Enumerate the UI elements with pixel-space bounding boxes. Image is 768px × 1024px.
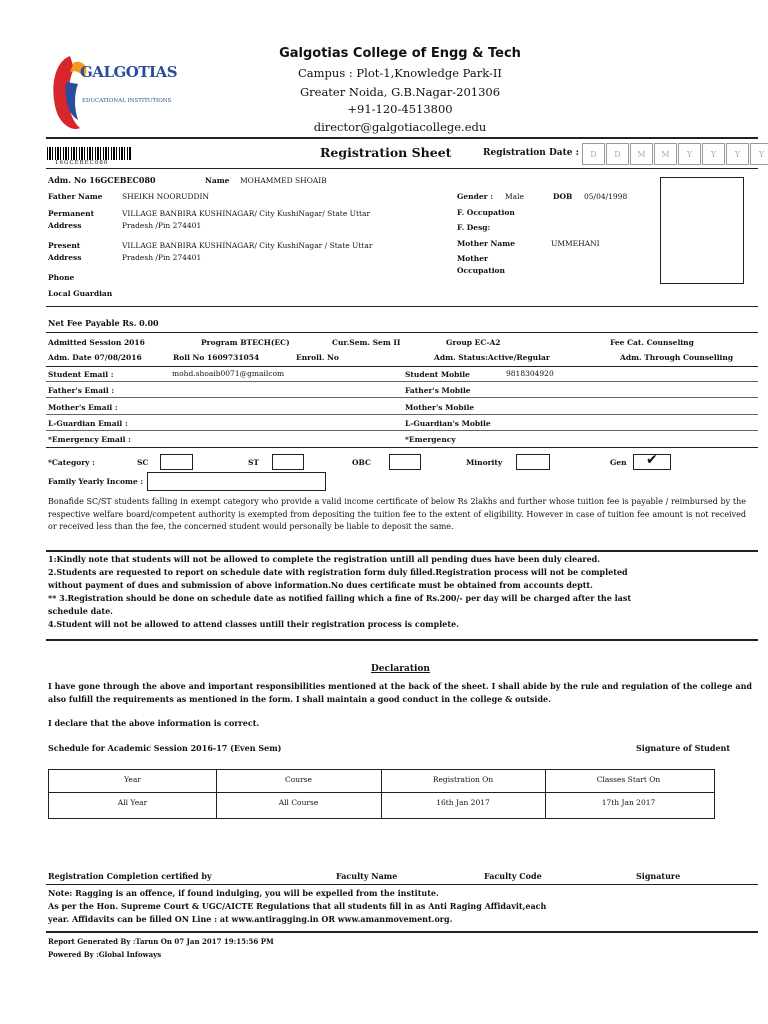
present-address-line1: VILLAGE BANBIRA KUSHINAGAR/ City KushiNagar / State Uttar: [122, 241, 373, 250]
guardian-mobile-label: L-Guardian's Mobile: [405, 419, 491, 428]
email-line: director@galgotiacollege.edu: [313, 120, 487, 134]
roll-no: Roll No 1609731054: [173, 353, 260, 362]
family-income-label: Family Yearly Income :: [48, 477, 144, 486]
emergency-label: *Emergency: [405, 435, 456, 444]
date-box: D: [582, 143, 605, 165]
signature-label: Signature: [636, 871, 681, 881]
permanent-address-line2: Pradesh /Pin 274401: [122, 221, 202, 230]
admitted-session: Admitted Session 2016: [48, 338, 145, 347]
mother-name: UMMEHANI: [551, 239, 600, 248]
date-box: Y: [702, 143, 725, 165]
gender-value: Male: [505, 192, 524, 201]
logo-subtext: EDUCATIONAL INSTITUTIONS: [82, 98, 172, 104]
dob-value: 05/04/1998: [584, 192, 628, 201]
college-name: Galgotias College of Engg & Tech: [279, 46, 521, 61]
present-address-label: Address: [48, 253, 82, 262]
father-mobile-label: Father's Mobile: [405, 386, 471, 395]
category-gen-label: Gen: [610, 458, 627, 467]
category-st-label: ST: [248, 458, 259, 467]
table-cell: All Course: [278, 798, 319, 807]
barcode-text: 16GCEBEC080: [55, 160, 109, 166]
permanent-label: Permanent: [48, 209, 95, 218]
schedule-title: Schedule for Academic Session 2016-17 (Even Sem): [48, 743, 282, 753]
student-mobile-label: Student Mobile: [405, 370, 470, 379]
barcode: [47, 147, 131, 160]
father-designation-label: F. Desg:: [457, 223, 491, 232]
fee-category: Fee Cat. Counseling: [610, 338, 694, 347]
student-name: MOHAMMED SHOAIB: [240, 176, 327, 185]
schedule-table: [48, 769, 715, 819]
registration-date-boxes: [582, 143, 768, 165]
certified-by-label: Registration Completion certified by: [48, 871, 212, 881]
city-line: Greater Noida, G.B.Nagar-201306: [299, 85, 501, 99]
table-header: Registration On: [432, 775, 494, 784]
guardian-email-label: L-Guardian Email :: [48, 419, 128, 428]
note-line: As per the Hon. Supreme Court & UGC/AICTE Regulations that all students fill in as Anti Raging Affidavit,each: [48, 901, 547, 911]
date-box: M: [630, 143, 653, 165]
category-gen-checkbox[interactable]: [633, 454, 671, 470]
family-income-field[interactable]: [147, 472, 326, 491]
mother-occupation-label-2: Occupation: [457, 266, 505, 275]
gender-label: Gender :: [457, 192, 493, 201]
date-box: Y: [750, 143, 768, 165]
emergency-email-label: *Emergency Email :: [48, 435, 131, 444]
admission-through: Adm. Through Counselling: [620, 353, 734, 362]
student-email: mohd.shoaib0071@gmailcom: [172, 369, 285, 378]
admission-status: Adm. Status:Active/Regular: [434, 353, 550, 362]
table-cell: 16th Jan 2017: [436, 798, 490, 807]
mother-email-label: Mother's Email :: [48, 403, 118, 412]
mother-occupation-label: Mother: [457, 254, 488, 263]
father-occupation-label: F. Occupation: [457, 208, 515, 217]
table-header: Year: [124, 775, 141, 784]
logo-text: GALGOTIAS: [80, 63, 178, 81]
category-st-checkbox[interactable]: [272, 454, 304, 470]
category-minority-label: Minority: [466, 458, 503, 467]
current-semester: Cur.Sem. Sem II: [332, 338, 401, 347]
program: Program BTECH(EC): [201, 338, 290, 347]
date-box: Y: [726, 143, 749, 165]
rule-line: without payment of dues and submission of above information.No dues certificate must be obtained from accounts deptt.: [48, 580, 593, 590]
date-box: Y: [678, 143, 701, 165]
adm-no: Adm. No 16GCEBEC080: [48, 175, 156, 185]
declaration-title: Declaration: [371, 664, 430, 674]
photo-box: [660, 177, 744, 284]
student-signature-label: Signature of Student: [636, 743, 731, 753]
permanent-address-line1: VILLAGE BANBIRA KUSHINAGAR/ City KushiNagar/ State Uttar: [122, 209, 371, 218]
declaration-confirm: I declare that the above information is correct.: [48, 718, 260, 728]
rule-line: 1:Kindly note that students will not be allowed to complete the registration untill all pending dues have been duly cleared.: [48, 554, 601, 564]
date-box: D: [606, 143, 629, 165]
income-notice: Bonafide SC/ST students falling in exempt category who provide a valid income certificate of below Rs 2lakhs and further whose tuition fee is payable / reimbursed by the respective welfare board/competent authority is exempted from depositing the tuition fee to the extent of eligibility. However in case of tuition fee amount is not received or received less than the fee, the concerned student would personally be liable to deposit the same.: [48, 497, 746, 531]
powered-by: Powered By :Global Infoways: [48, 950, 162, 959]
dob-label: DOB: [553, 192, 573, 201]
campus-line: Campus : Plot-1,Knowledge Park-II: [298, 66, 502, 80]
student-mobile: 9818304920: [506, 369, 554, 378]
local-guardian-label: Local Guardian: [48, 289, 113, 298]
enroll-no: Enroll. No: [296, 353, 339, 362]
rule-line: ** 3.Registration should be done on schedule date as notified failing which a fine of Rs.200/- per day will be charged after the last: [48, 593, 632, 603]
rule-line: 2.Students are requested to report on schedule date with registration form duly filled.Registration process will not be completed: [48, 567, 628, 577]
present-address-line2: Pradesh /Pin 274401: [122, 253, 202, 262]
phone-line: +91-120-4513800: [347, 102, 453, 116]
sheet-title: Registration Sheet: [320, 145, 452, 160]
mother-mobile-label: Mother's Mobile: [405, 403, 475, 412]
table-cell: 17th Jan 2017: [601, 798, 656, 807]
note-line: year. Affidavits can be filled ON Line : at www.antiragging.in OR www.amanmovement.org.: [48, 914, 453, 924]
father-name: SHEIKH NOORUDDIN: [122, 192, 210, 201]
category-sc-label: SC: [137, 458, 149, 467]
registration-date-label: Registration Date :: [483, 148, 579, 158]
father-email-label: Father's Email :: [48, 386, 115, 395]
present-label: Present: [48, 241, 81, 250]
table-header: Course: [285, 775, 312, 784]
net-fee: Net Fee Payable Rs. 0.00: [48, 318, 159, 328]
faculty-name-label: Faculty Name: [336, 871, 398, 881]
declaration-text: I have gone through the above and important responsibilities mentioned at the back of the sheet. I shall abide by the rule and regulation of the college and also fulfill the requirements as mentioned in the form. I shall maintain a good conduct in the college & outside.: [48, 681, 752, 704]
date-box: M: [654, 143, 677, 165]
category-sc-checkbox[interactable]: [160, 454, 193, 470]
category-label: *Category :: [48, 458, 95, 467]
report-generated: Report Generated By :Tarun On 07 Jan 2017 19:15:56 PM: [48, 937, 274, 946]
check-icon: ✔: [646, 452, 658, 468]
mother-name-label: Mother Name: [457, 239, 515, 248]
name-label: Name: [205, 176, 230, 185]
phone-label: Phone: [48, 273, 75, 282]
category-minority-checkbox[interactable]: [516, 454, 550, 470]
faculty-code-label: Faculty Code: [484, 871, 542, 881]
table-cell: All Year: [117, 798, 148, 807]
category-obc-checkbox[interactable]: [389, 454, 421, 470]
rule-line: schedule date.: [48, 606, 113, 616]
category-obc-label: OBC: [352, 458, 371, 467]
admission-date: Adm. Date 07/08/2016: [48, 353, 142, 362]
group: Group EC-A2: [446, 338, 501, 347]
student-email-label: Student Email :: [48, 370, 114, 379]
permanent-address-label: Address: [48, 221, 82, 230]
rule-line: 4.Student will not be allowed to attend classes untill their registration process is complete.: [48, 619, 459, 629]
table-header: Classes Start On: [596, 775, 661, 784]
note-line: Note: Ragging is an offence, if found indulging, you will be expelled from the institute.: [48, 888, 439, 898]
father-name-label: Father Name: [48, 192, 103, 201]
